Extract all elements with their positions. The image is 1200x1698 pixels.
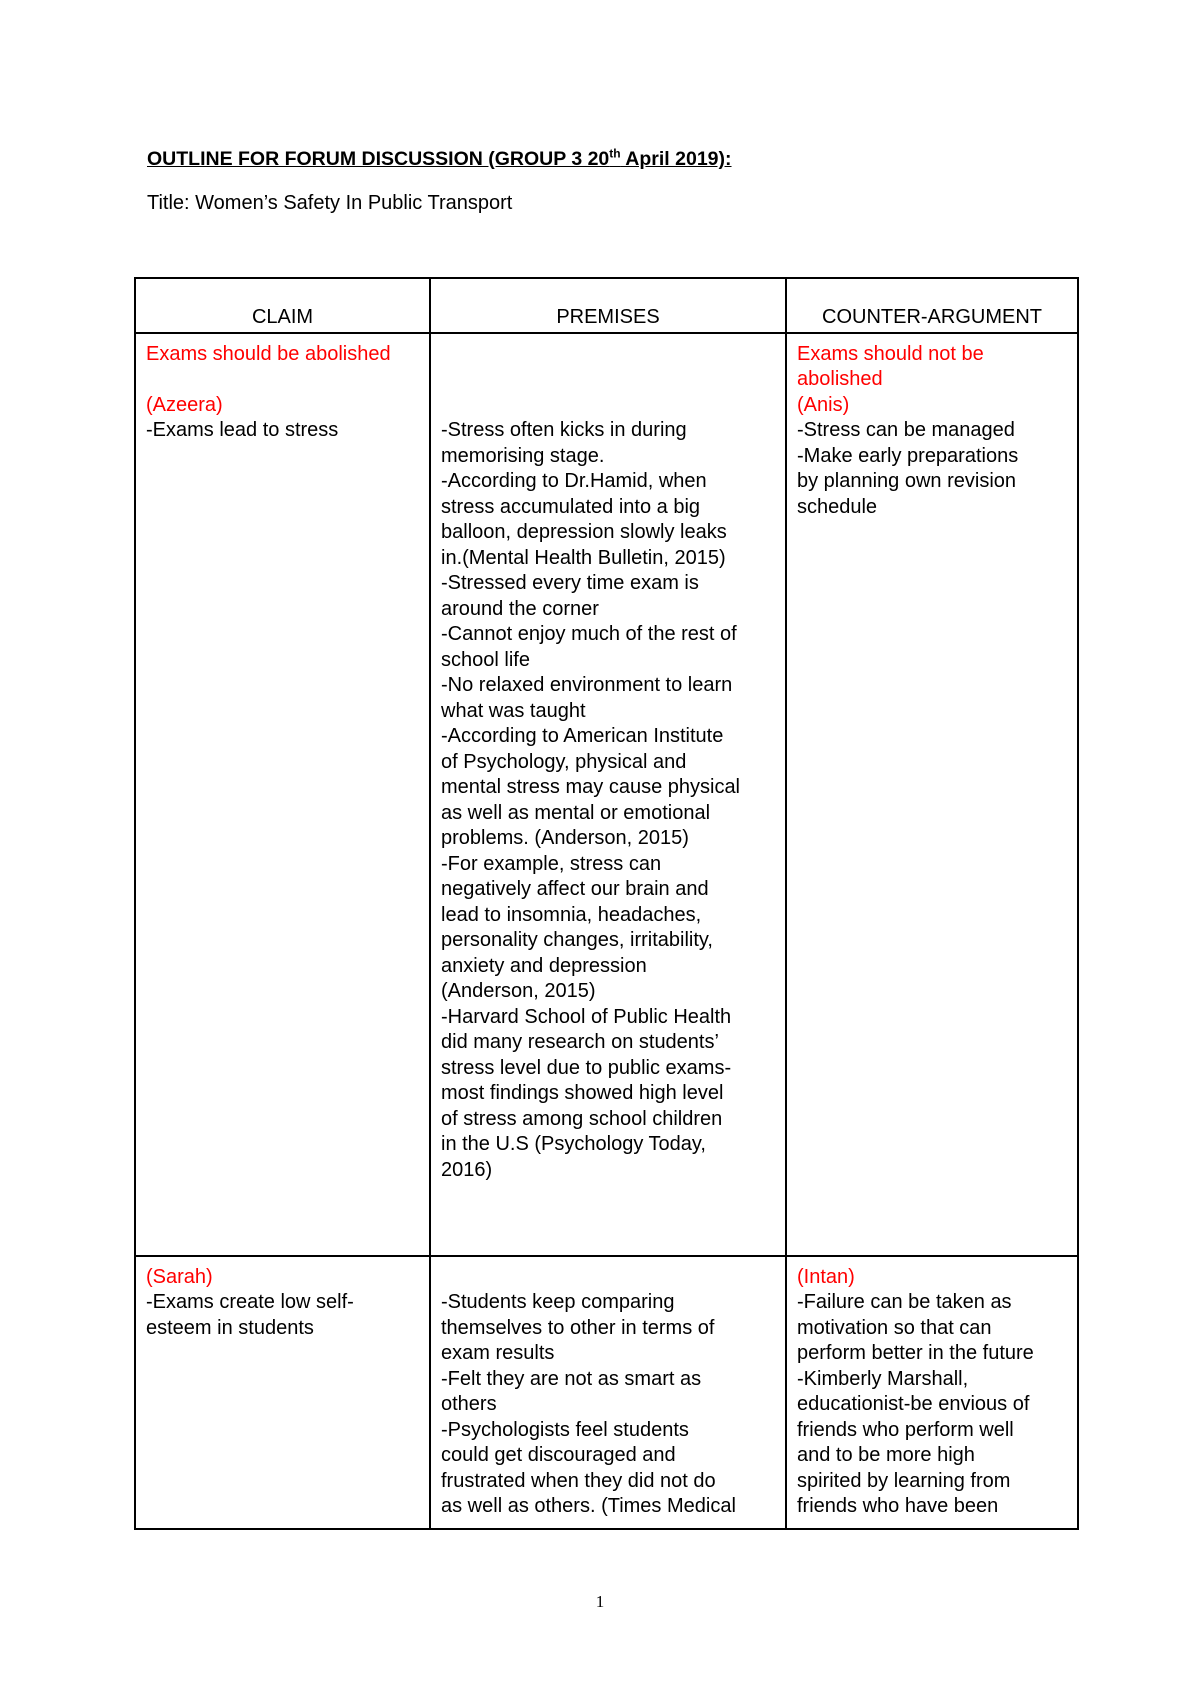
claim-statement: Exams should be abolished xyxy=(146,342,391,365)
page-number: 1 xyxy=(595,1592,605,1611)
header-counter-argument: COUNTER-ARGUMENT xyxy=(786,278,1078,333)
counter-speaker: (Anis) xyxy=(797,393,850,416)
premise-line: -Harvard School of Public Health xyxy=(441,1005,732,1028)
premise-line: anxiety and depression xyxy=(441,954,647,977)
premise-line: -Stressed every time exam is xyxy=(441,572,699,594)
premise-line: -Cannot enjoy much of the rest of xyxy=(441,623,737,645)
premise-line: could get discouraged and xyxy=(441,1444,676,1466)
premise-line: -According to American Institute xyxy=(441,725,724,747)
premise-line: around the corner xyxy=(441,597,599,620)
premise-line: did many research on students’ xyxy=(441,1031,719,1053)
premise-line: -Psychologists feel students xyxy=(441,1418,689,1441)
counter-point: perform better in the future xyxy=(797,1342,1034,1364)
counter-point: schedule xyxy=(797,495,878,518)
premise-line: others xyxy=(441,1393,497,1415)
counter-point: -Stress can be managed xyxy=(797,419,1015,441)
premise-line: mental stress may cause physical xyxy=(441,776,741,798)
premise-line: school life xyxy=(441,648,530,671)
counter-point: educationist-be envious of xyxy=(797,1393,1030,1415)
premise-line: as well as others. (Times Medical xyxy=(441,1495,736,1517)
counter-speaker: (Intan) xyxy=(797,1265,855,1288)
heading-superscript: th xyxy=(609,146,621,161)
claim-speaker: (Azeera) xyxy=(146,393,223,416)
premise-line: -Felt they are not as smart as xyxy=(441,1367,702,1390)
counter-argument-cell xyxy=(786,1256,1078,1529)
counter-point: spirited by learning from xyxy=(797,1469,1011,1492)
premise-line: -For example, stress can xyxy=(441,852,662,875)
premises-cell xyxy=(430,1256,786,1529)
premise-line: frustrated when they did not do xyxy=(441,1469,716,1492)
premise-line: most findings showed high level xyxy=(441,1082,724,1104)
premise-line: in the U.S (Psychology Today, xyxy=(441,1133,706,1155)
claim-point: -Exams lead to stress xyxy=(146,419,339,441)
counter-point: motivation so that can xyxy=(797,1316,992,1339)
counter-point: -Failure can be taken as xyxy=(797,1291,1012,1313)
document-title: Title: Women’s Safety In Public Transport xyxy=(147,192,513,214)
counter-point: friends who perform well xyxy=(797,1418,1014,1441)
premise-line: -No relaxed environment to learn xyxy=(441,674,733,696)
premise-line: negatively affect our brain and xyxy=(441,878,709,900)
claim-cell xyxy=(135,333,430,1256)
premise-line: -Stress often kicks in during xyxy=(441,419,687,441)
claim-point: -Exams create low self- xyxy=(146,1291,354,1313)
premises-cell xyxy=(430,333,786,1256)
premise-line: 2016) xyxy=(441,1158,493,1181)
premise-line: what was taught xyxy=(441,699,586,722)
counter-point: -Kimberly Marshall, xyxy=(797,1367,969,1390)
counter-statement: Exams should not be xyxy=(797,342,984,365)
counter-point: by planning own revision xyxy=(797,470,1017,492)
heading-prefix: OUTLINE FOR FORUM DISCUSSION (GROUP 3 20 xyxy=(147,148,610,170)
counter-point: and to be more high xyxy=(797,1444,975,1466)
table-row xyxy=(135,333,1078,1256)
premise-line: of stress among school children xyxy=(441,1107,723,1130)
header-premises: PREMISES xyxy=(430,278,786,333)
premise-line: -Students keep comparing xyxy=(441,1291,675,1313)
claim-cell xyxy=(135,1256,430,1529)
claim-point: esteem in students xyxy=(146,1316,314,1339)
premise-line: of Psychology, physical and xyxy=(441,750,687,773)
counter-point: -Make early preparations xyxy=(797,444,1019,467)
premise-line: problems. (Anderson, 2015) xyxy=(441,827,689,849)
page-heading xyxy=(147,148,732,171)
heading-suffix: April 2019): xyxy=(620,148,732,170)
premise-line: memorising stage. xyxy=(441,444,605,467)
outline-table xyxy=(134,277,1079,1530)
counter-argument-cell xyxy=(786,333,1078,1256)
header-claim: CLAIM xyxy=(135,278,430,333)
premise-line: exam results xyxy=(441,1342,555,1364)
table-row xyxy=(135,1256,1078,1529)
premise-line: as well as mental or emotional xyxy=(441,801,711,824)
claim-speaker: (Sarah) xyxy=(146,1265,213,1288)
premise-line: balloon, depression slowly leaks xyxy=(441,521,727,543)
premise-line: lead to insomnia, headaches, xyxy=(441,903,702,926)
premise-line: themselves to other in terms of xyxy=(441,1316,715,1339)
premise-line: in.(Mental Health Bulletin, 2015) xyxy=(441,546,726,569)
premise-line: personality changes, irritability, xyxy=(441,929,713,951)
premise-line: -According to Dr.Hamid, when xyxy=(441,470,707,492)
counter-statement: abolished xyxy=(797,368,883,390)
premise-line: stress level due to public exams- xyxy=(441,1056,732,1079)
premise-line: (Anderson, 2015) xyxy=(441,980,596,1002)
premise-line: stress accumulated into a big xyxy=(441,495,701,518)
counter-point: friends who have been xyxy=(797,1495,999,1517)
header-row xyxy=(135,278,1078,333)
